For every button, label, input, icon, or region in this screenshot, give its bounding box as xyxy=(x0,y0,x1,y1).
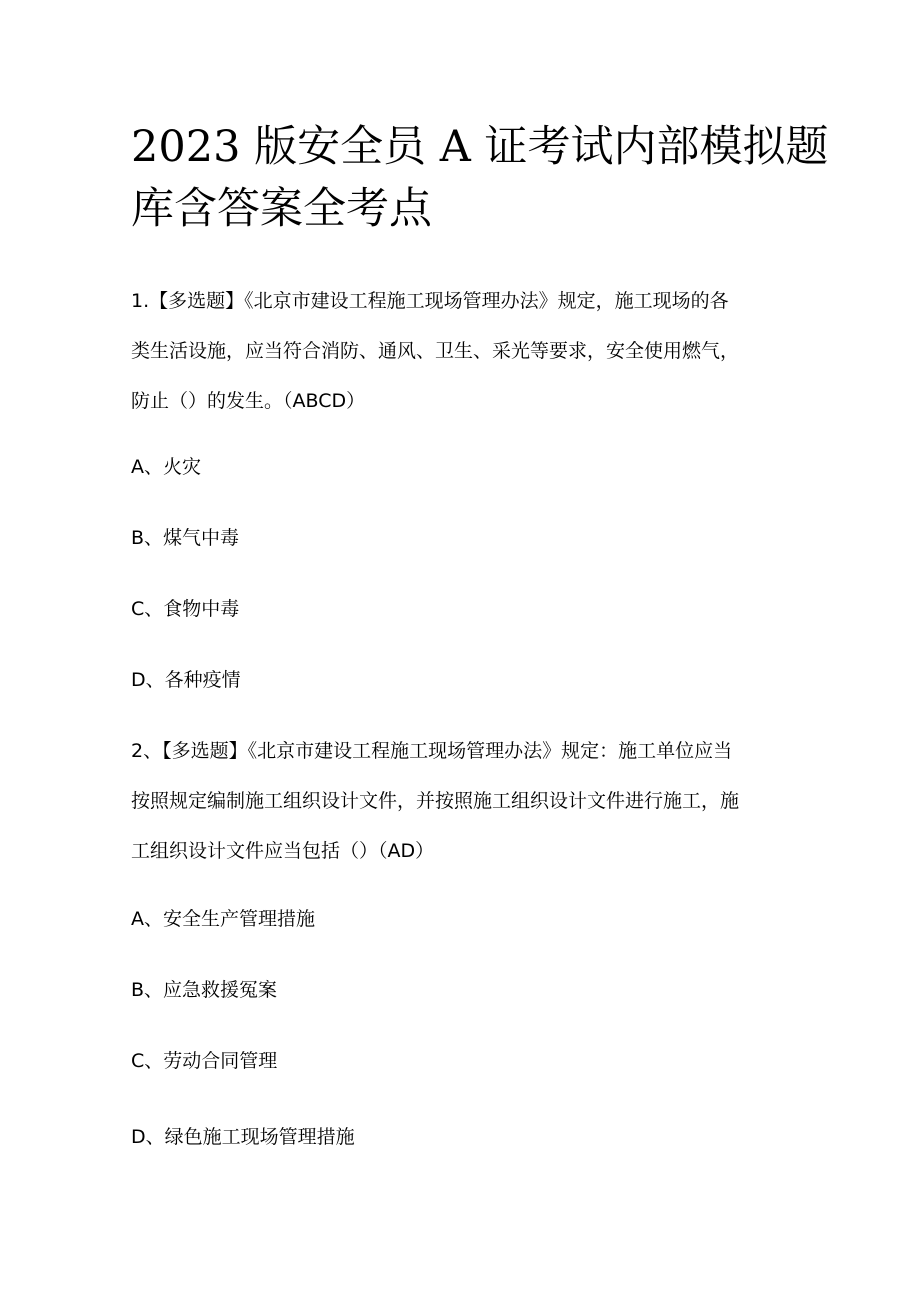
question-1-stem-line-2: 类生活设施，应当符合消防、通风、卫生、采光等要求，安全使用燃气， xyxy=(131,340,740,362)
question-2-option-d: D、绿色施工现场管理措施 xyxy=(131,1126,355,1148)
question-2-stem-line-2: 按照规定编制施工组织设计文件，并按照施工组织设计文件进行施工，施 xyxy=(131,790,740,812)
question-2-option-c: C、劳动合同管理 xyxy=(131,1050,278,1072)
title-line-2: 库含答案全考点 xyxy=(131,184,432,234)
question-2-stem-line-1: 2、【多选题】《北京市建设工程施工现场管理办法》规定：施工单位应当 xyxy=(131,740,733,762)
document-title xyxy=(131,116,829,240)
question-2-option-b: B、应急救援冤案 xyxy=(131,979,278,1001)
question-1-stem xyxy=(131,276,739,426)
question-2-option-a: A、安全生产管理措施 xyxy=(131,908,315,930)
question-1-stem-line-1: 1.【多选题】《北京市建设工程施工现场管理办法》规定，施工现场的各 xyxy=(131,290,729,312)
question-1-stem-line-3: 防止（）的发生。（ABCD） xyxy=(131,390,366,412)
question-2-stem xyxy=(131,726,739,876)
question-2-stem-line-3: 工组织设计文件应当包括（）（AD） xyxy=(131,840,435,862)
question-1-option-c: C、食物中毒 xyxy=(131,598,240,620)
question-1-option-b: B、煤气中毒 xyxy=(131,527,240,549)
question-1-option-a: A、火灾 xyxy=(131,456,201,478)
title-line-1: 2023 版安全员 A 证考试内部模拟题 xyxy=(131,122,829,172)
question-1-option-d: D、各种疫情 xyxy=(131,669,241,691)
